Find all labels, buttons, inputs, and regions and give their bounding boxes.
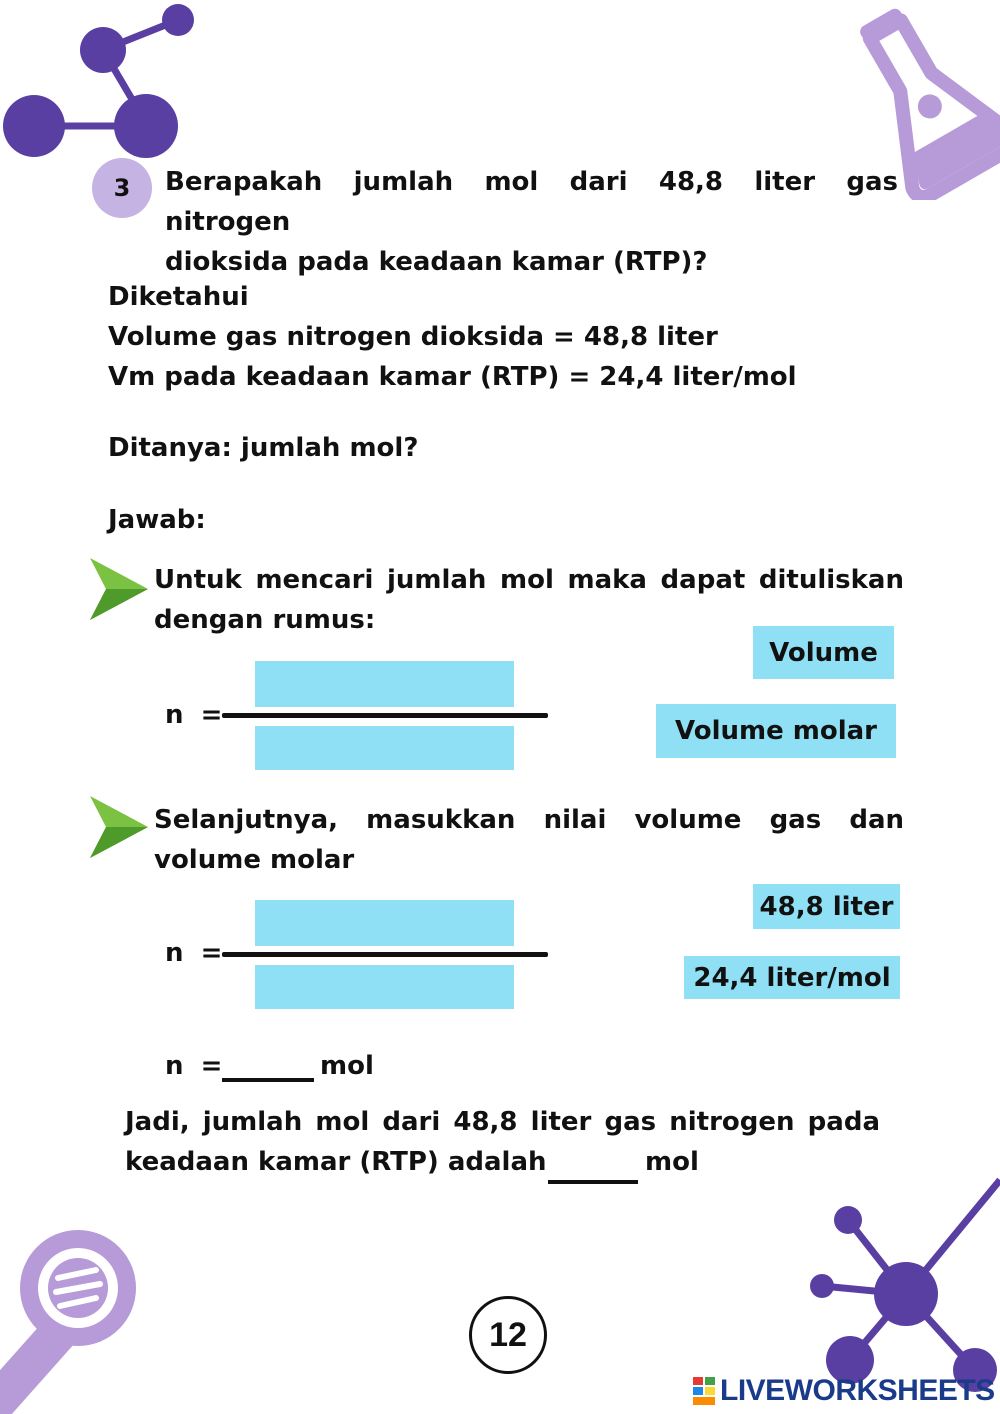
known-line-1: Volume gas nitrogen dioksida = 48,8 liter [108, 322, 718, 352]
question-line-2: dioksida pada keadaan kamar (RTP)? [165, 247, 708, 277]
option-24-4-liter-per-mol[interactable]: 24,4 liter/mol [684, 956, 900, 999]
formula2-denominator-dropzone[interactable] [255, 965, 514, 1009]
formula1-n: n [165, 700, 184, 730]
step2-line-1: Selanjutnya, masukkan nilai volume gas dan [154, 805, 904, 835]
liveworksheets-logo[interactable] [693, 1374, 995, 1408]
question-line-1: Berapakah jumlah mol dari 48,8 liter gas nitrogen [165, 167, 898, 237]
known-heading: Diketahui [108, 282, 249, 312]
formula2-lhs [165, 933, 222, 973]
answer-heading: Jawab: [108, 505, 206, 535]
known-section [108, 277, 908, 397]
conclusion-text [125, 1102, 880, 1142]
page-number: 12 [489, 1315, 527, 1354]
option-volume[interactable]: Volume [753, 626, 894, 679]
formula2-equals: = [200, 938, 223, 968]
result-lhs [165, 1046, 222, 1086]
result-equals: = [200, 1051, 223, 1081]
liveworksheets-logo-icon [693, 1377, 717, 1405]
result-answer-blank[interactable] [222, 1078, 314, 1082]
formula2-numerator-dropzone[interactable] [255, 900, 514, 946]
formula1-lhs [165, 695, 222, 735]
option-48-8-liter[interactable]: 48,8 liter [753, 884, 900, 929]
brand-text: LIVEWORKSHEETS [720, 1374, 995, 1407]
question-number-badge [92, 158, 152, 218]
formula2-n: n [165, 938, 184, 968]
question-text [165, 162, 898, 282]
molecule-icon [0, 0, 210, 170]
green-arrow-icon [90, 796, 150, 858]
magnifier-icon [0, 1210, 150, 1414]
asked-text: Ditanya: jumlah mol? [108, 433, 419, 463]
formula2-fraction-line [222, 952, 548, 957]
conclusion-unit: mol [645, 1147, 699, 1177]
step1-line-1: Untuk mencari jumlah mol maka dapat dituliskan [154, 565, 904, 595]
result-unit: mol [320, 1051, 374, 1081]
formula1-denominator-dropzone[interactable] [255, 726, 514, 770]
page-number-badge [469, 1296, 547, 1374]
conclusion-prefix: keadaan kamar (RTP) adalah [125, 1147, 547, 1177]
formula1-fraction-line [222, 713, 548, 718]
step2-line-2: volume molar [154, 845, 355, 875]
step1-line-2: dengan rumus: [154, 605, 376, 635]
question-number: 3 [113, 174, 131, 202]
known-line-2: Vm pada keadaan kamar (RTP) = 24,4 liter/mol [108, 362, 797, 392]
conclusion-line-2 [125, 1142, 547, 1182]
conclusion-line-1: Jadi, jumlah mol dari 48,8 liter gas nitrogen pada [125, 1107, 880, 1137]
green-arrow-icon [90, 558, 150, 620]
formula1-numerator-dropzone[interactable] [255, 661, 514, 707]
option-volume-molar[interactable]: Volume molar [656, 704, 896, 758]
formula1-equals: = [200, 700, 223, 730]
result-n: n [165, 1051, 184, 1081]
step2-text [154, 800, 904, 880]
conclusion-answer-blank[interactable] [548, 1180, 638, 1184]
